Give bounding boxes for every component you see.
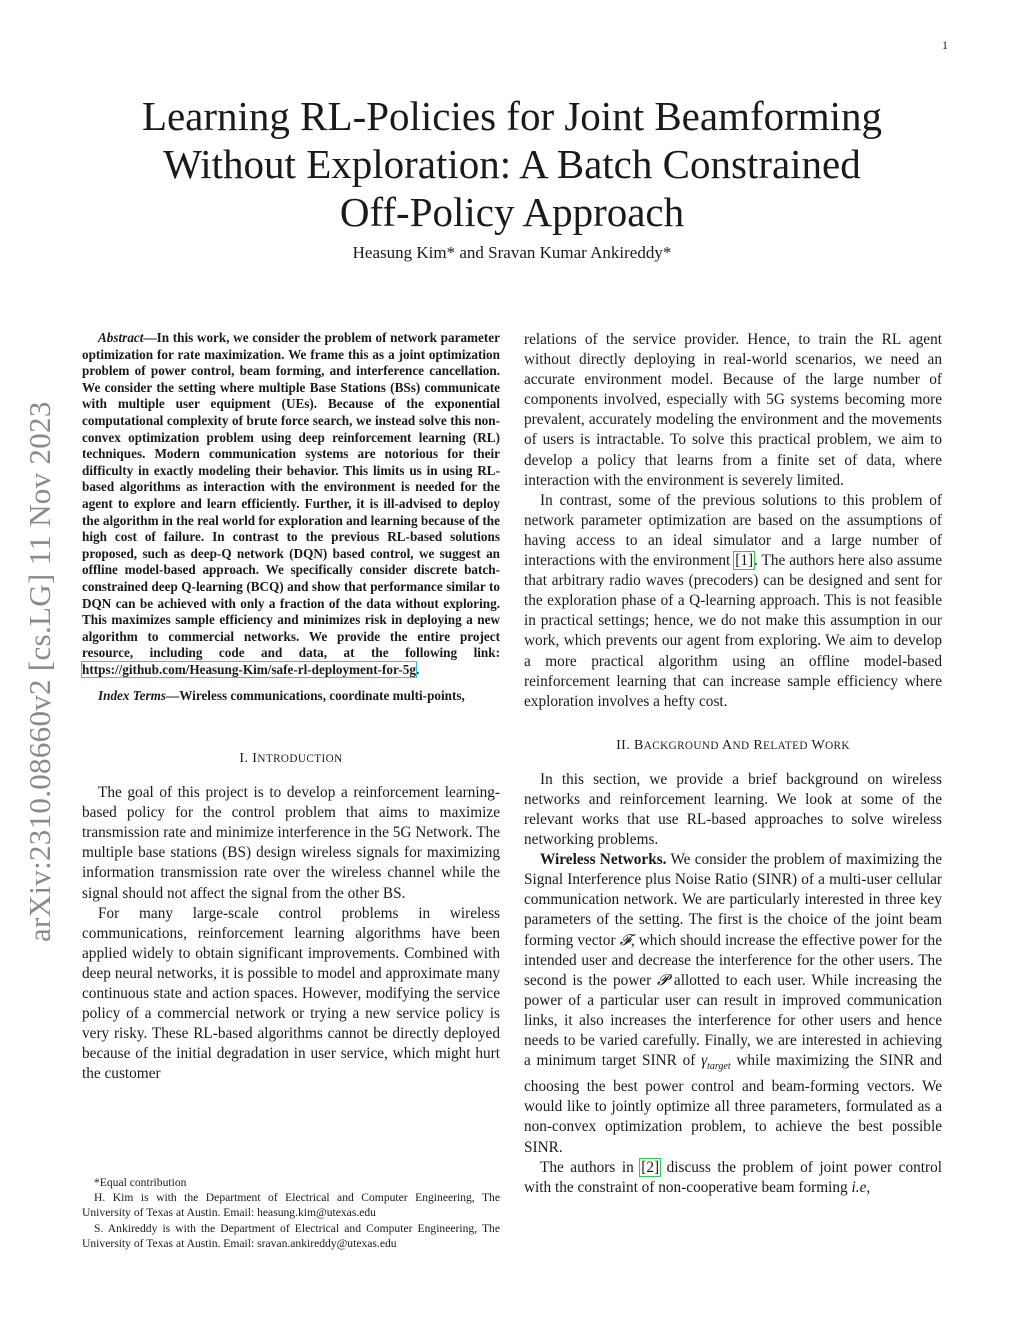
index-terms bbox=[82, 688, 500, 705]
paragraph-prior-solutions bbox=[524, 491, 942, 712]
heading-initial: R bbox=[753, 737, 764, 753]
arxiv-identifier: arXiv:2310.08660v2 [cs.LG] 11 Nov 2023 bbox=[22, 401, 57, 942]
index-terms-body: —Wireless communications, coordinate multi-points, bbox=[166, 688, 465, 704]
section-heading-introduction bbox=[82, 751, 500, 767]
abstract bbox=[82, 330, 500, 678]
continued-paragraph: relations of the service provider. Hence, to train the RL agent without directly deploying in real-world scenarios, we need an accurate environment model. Because of the large number of components involved, especially with 5G systems becoming more prevalent, accurately modeling the environment and the movements of users is intractable. To solve this practical problem, we aim to develop a policy that learns from a finite set of data, where interaction with the environment is severely limited. bbox=[524, 331, 942, 489]
symbol-beamforming: 𝓕 bbox=[619, 931, 631, 949]
footnote: H. Kim is with the Department of Electrical and Computer Engineering, The University of Texas at Austin. Email: heasung.kim@utexas.edu bbox=[82, 1191, 500, 1220]
background-paragraph: In this section, we provide a brief background on wireless networks and reinforcement learning. We look at some of the relevant works that use RL-based approaches to solve wireless networking problems. bbox=[524, 770, 942, 849]
intro-paragraph-1: The goal of this project is to develop a reinforcement learning-based policy for the control problem that aims to maximize transmission rate and minimize interference in the 5G Network. The multiple base stations (BS) design wireless signals for maximizing information transmission rate over the wireless channel while the signal should not affect the signal from the other BS. bbox=[82, 784, 500, 902]
abstract-body: —In this work, we consider the problem of network parameter optimization for rate maximization. We frame this as a joint optimization problem of power control, beam forming, and interference cancellation. We consider the setting where multiple Base Stations (BSs) communicate with multiple user equipment (UEs). Because of the exponential computational complexity of brute force search, we instead solve this non-convex optimization problem using deep reinforcement learning (RL) techniques. Modern communication systems are notorious for their difficulty in exactly modeling their behavior. This limits us in using RL-based algorithms as interaction with the environment is needed for the agent to explore and learn efficiently. Further, it is ill-advised to deploy the algorithm in the real world for exploration and learning because of the high cost of failure. In contrast to the previous RL-based solutions proposed, such as deep-Q network (DQN) based control, we suggest an offline model-based approach. We specifically consider discrete batch-constrained deep Q-learning (BCQ) and show that performance similar to DQN can be achieved with only a fraction of the data without exploring. This maximizes sample efficiency and minimizes risk in deploying a new algorithm to commercial networks. We provide the entire project resource, including code and data, at the following link: bbox=[82, 330, 500, 661]
footnotes bbox=[82, 1175, 500, 1251]
citation-link[interactable]: [1] bbox=[735, 552, 754, 570]
left-column bbox=[82, 330, 500, 1084]
text-run: We consider the problem of maximizing the Signal Interference plus Noise Ratio (SINR) of a multi-user cellular communication network. We are particularly interested in three key parameters of the setting. The first is the choice of the joint beam forming vector bbox=[524, 851, 943, 949]
heading-rest: ND bbox=[732, 739, 750, 752]
wireless-networks-paragraph bbox=[524, 850, 942, 1157]
symbol-gamma: γ bbox=[701, 1052, 708, 1070]
abstract-label: Abstract bbox=[98, 330, 144, 345]
footnote: *Equal contribution bbox=[94, 1176, 187, 1189]
abstract-end: . bbox=[415, 661, 420, 677]
text-run: discuss the problem of joint power control with the constraint of non-cooperative beam forming bbox=[524, 1158, 942, 1196]
text-run-italic: i.e, bbox=[851, 1178, 871, 1196]
text-run: . The authors here also assume that arbitrary radio waves (precoders) can be designed and sent for the exploration phase of a Q-learning approach. This is not feasible in practical settings; hence, we do not make this assumption in our work, which prevents our agent from exploring. We aim to develop a more practical algorithm using an offline model-based reinforcement learning that can increase sample efficiency where exploration involves a hefty cost. bbox=[524, 552, 942, 710]
text-run: , which should increase the effective power for the intended user and decrease the interference for the other users. The second is the power bbox=[524, 931, 942, 989]
title-line: Off-Policy Approach bbox=[339, 189, 685, 235]
symbol-power: 𝓟 bbox=[657, 971, 669, 989]
heading-initial: B bbox=[634, 737, 644, 753]
footnote: S. Ankireddy is with the Department of Electrical and Computer Engineering, The University of Texas at Austin. Email: sravan.ankireddy@utexas.edu bbox=[82, 1221, 500, 1250]
heading-rest: NTRODUCTION bbox=[257, 753, 343, 766]
heading-rest: ELATED bbox=[763, 739, 808, 752]
paper-title bbox=[100, 92, 924, 236]
author-list: Heasung Kim* and Sravan Kumar Ankireddy* bbox=[352, 243, 672, 262]
run-in-heading: Wireless Networks. bbox=[540, 851, 667, 869]
right-column bbox=[524, 330, 942, 1198]
authors-paragraph bbox=[524, 1158, 942, 1198]
title-line: Without Exploration: A Batch Constrained bbox=[163, 141, 861, 187]
page-number: 1 bbox=[942, 38, 948, 52]
heading-rest: ORK bbox=[825, 739, 850, 752]
index-terms-label: Index Terms bbox=[98, 688, 167, 704]
heading-rest: ACKGROUND bbox=[643, 739, 719, 752]
heading-initial: I bbox=[252, 751, 258, 767]
heading-initial: A bbox=[722, 737, 733, 753]
intro-paragraph-2: For many large-scale control problems in wireless communications, reinforcement learning algorithms have been applied widely to obtain significant improvements. Combined with deep neural networks, it is possible to model and approximate many continuous state and action spaces. However, modifying the service policy of a commercial network or trying a new service policy is very risky. These RL-based algorithms cannot be directly deployed because of the initial degradation in user service, which might hurt the customer bbox=[82, 904, 500, 1083]
symbol-gamma-subscript: target bbox=[707, 1061, 731, 1073]
project-link[interactable]: https://github.com/Heasung-Kim/safe-rl-deployment-for-5g bbox=[82, 661, 416, 677]
section-numeral: II. bbox=[616, 737, 635, 753]
section-heading-background bbox=[524, 738, 942, 754]
title-line: Learning RL-Policies for Joint Beamforming bbox=[141, 93, 883, 139]
text-run: allotted to each user. While increasing the power of a particular user can result in improved communication links, it also increases the interference for other users and hence needs to be varied carefully. Finally, we are interested in achieving a minimum target SINR of bbox=[524, 971, 942, 1070]
citation-link[interactable]: [2] bbox=[641, 1158, 660, 1176]
text-run: while maximizing the SINR and choosing the best power control and beam-forming vectors. We would like to jointly optimize all three parameters, formulated as a non-convex optimization problem, to achieve the best possible SINR. bbox=[524, 1052, 942, 1156]
section-numeral: I. bbox=[239, 751, 253, 767]
text-run: In contrast, some of the previous solutions to this problem of network parameter optimization are based on the assumptions of having access to an ideal simulator and a large number of interactions with the environment bbox=[524, 491, 942, 570]
text-run: The authors in bbox=[540, 1158, 641, 1176]
heading-initial: W bbox=[811, 737, 826, 753]
